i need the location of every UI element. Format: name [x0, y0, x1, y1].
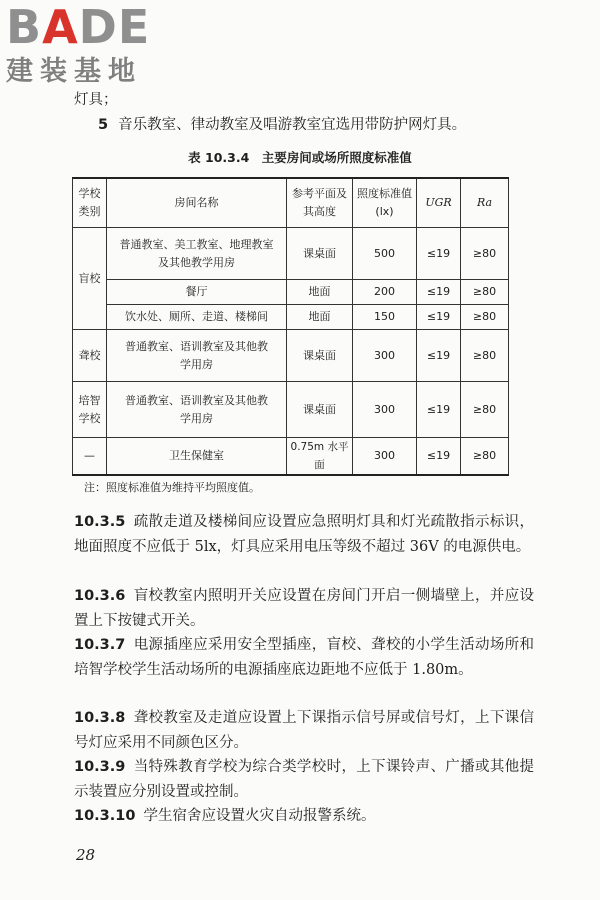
clause-number: 10.3.10 — [74, 808, 136, 824]
header-illuminance: 照度标准值(lx) — [353, 178, 417, 228]
bade-logo — [6, 2, 176, 94]
clause-10-3-9 — [74, 755, 534, 804]
header-ugr: UGR — [417, 178, 461, 228]
cell-reference: 0.75m 水平面 — [287, 438, 353, 476]
cell-ra: ≥80 — [461, 330, 509, 382]
clause-10-3-8 — [74, 706, 534, 755]
cell-school-type: 盲校 — [73, 228, 107, 330]
cell-school-type: 培智学校 — [73, 382, 107, 438]
page-number: 28 — [76, 846, 96, 864]
table-header-row — [73, 178, 509, 228]
cell-ra: ≥80 — [461, 280, 509, 305]
clause-10-3-6 — [74, 584, 534, 633]
cell-ugr: ≤19 — [417, 382, 461, 438]
cell-illuminance: 500 — [353, 228, 417, 280]
table-row — [73, 228, 509, 280]
clause-text: 当特殊教育学校为综合类学校时，上下课铃声、广播或其他提示装置应分别设置或控制。 — [74, 759, 534, 800]
cell-room: 普通教室、语训教室及其他教学用房 — [107, 382, 287, 438]
item-text: 音乐教室、律动教室及唱游教室宜选用带防护网灯具。 — [118, 117, 467, 133]
logo-subtitle: 建装基地 — [6, 56, 142, 87]
cell-ra: ≥80 — [461, 382, 509, 438]
cell-reference: 课桌面 — [287, 330, 353, 382]
table-row — [73, 382, 509, 438]
cell-school-type: — — [73, 438, 107, 476]
clause-10-3-5 — [74, 510, 534, 559]
cell-ra: ≥80 — [461, 438, 509, 476]
logo-wordmark — [6, 2, 176, 52]
table-row — [73, 330, 509, 382]
item-5 — [98, 113, 558, 137]
header-room: 房间名称 — [107, 178, 287, 228]
clause-text: 聋校教室及走道应设置上下课指示信号屏或信号灯，上下课信号灯应采用不同颜色区分。 — [74, 710, 534, 751]
clause-number: 10.3.5 — [74, 514, 126, 530]
cell-illuminance: 300 — [353, 382, 417, 438]
clause-text: 疏散走道及楼梯间应设置应急照明灯具和灯光疏散指示标识，地面照度不应低于 5lx，灯具应采用电压等级不超过 36V 的电源供电。 — [74, 514, 534, 555]
item-number: 5 — [98, 117, 109, 133]
cell-illuminance: 150 — [353, 305, 417, 330]
cell-ugr: ≤19 — [417, 228, 461, 280]
cell-room: 普通教室、语训教室及其他教学用房 — [107, 330, 287, 382]
table-note: 注：照度标准值为维持平均照度值。 — [84, 481, 260, 494]
cell-ugr: ≤19 — [417, 330, 461, 382]
clause-text: 盲校教室内照明开关应设置在房间门开启一侧墙壁上，并应设置上下按键式开关。 — [74, 588, 534, 629]
cell-reference: 课桌面 — [287, 228, 353, 280]
cell-illuminance: 200 — [353, 280, 417, 305]
logo-letter-b: B — [6, 0, 43, 54]
cell-illuminance: 300 — [353, 330, 417, 382]
clause-10-3-10 — [74, 804, 534, 829]
cell-room: 饮水处、厕所、走道、楼梯间 — [107, 305, 287, 330]
cell-room: 卫生保健室 — [107, 438, 287, 476]
cell-ra: ≥80 — [461, 228, 509, 280]
cell-reference: 课桌面 — [287, 382, 353, 438]
cell-school-type: 聋校 — [73, 330, 107, 382]
illuminance-table — [72, 177, 509, 476]
logo-letter-a: A — [42, 0, 79, 54]
logo-letters-de: DE — [78, 0, 151, 54]
clause-text: 学生宿舍应设置火灾自动报警系统。 — [143, 808, 376, 824]
intro-line: 灯具； — [74, 92, 118, 108]
clause-number: 10.3.8 — [74, 710, 126, 726]
clause-number: 10.3.9 — [74, 759, 126, 775]
table-row — [73, 280, 509, 305]
table-row — [73, 305, 509, 330]
clause-10-3-7 — [74, 633, 534, 682]
cell-ugr: ≤19 — [417, 280, 461, 305]
clause-number: 10.3.7 — [74, 637, 126, 653]
cell-room: 餐厅 — [107, 280, 287, 305]
clause-text: 电源插座应采用安全型插座，盲校、聋校的小学生活动场所和培智学校学生活动场所的电源插座底边距地不应低于 1.80m。 — [74, 637, 534, 678]
cell-reference: 地面 — [287, 305, 353, 330]
cell-reference: 地面 — [287, 280, 353, 305]
cell-illuminance: 300 — [353, 438, 417, 476]
cell-ra: ≥80 — [461, 305, 509, 330]
table-row — [73, 438, 509, 476]
cell-ugr: ≤19 — [417, 438, 461, 476]
header-ra: Ra — [461, 178, 509, 228]
header-reference: 参考平面及其高度 — [287, 178, 353, 228]
cell-room: 普通教室、美工教室、地理教室及其他教学用房 — [107, 228, 287, 280]
table-caption: 表 10.3.4 主要房间或场所照度标准值 — [188, 150, 412, 165]
clause-number: 10.3.6 — [74, 588, 126, 604]
cell-ugr: ≤19 — [417, 305, 461, 330]
header-school-type: 学校类别 — [73, 178, 107, 228]
